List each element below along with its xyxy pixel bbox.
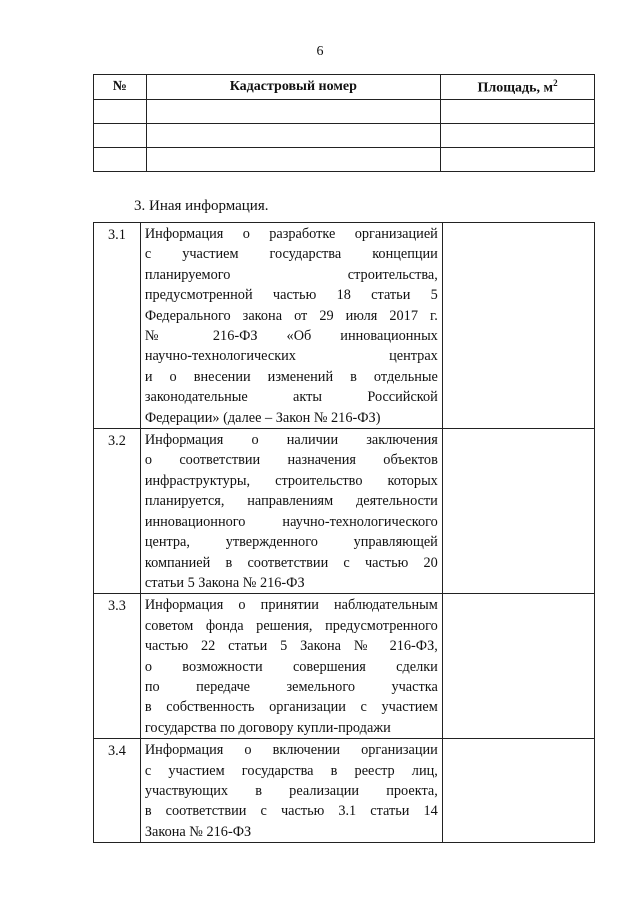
header-number: №: [94, 75, 147, 100]
text-line: участвующих в реализации проекта,: [144, 782, 438, 799]
item-text: [140, 223, 442, 429]
text-line: частью 22 статьи 5 Закона № 216-ФЗ,: [144, 638, 438, 655]
cadastre-table-header-row: [94, 75, 595, 100]
text-line: центра, утвержденного управляющей: [144, 534, 438, 551]
table-cell-cadastral: [146, 100, 441, 124]
item-text: [140, 429, 442, 594]
text-line: предусмотренной частью 18 статьи 5: [144, 287, 438, 304]
table-cell-area: [441, 124, 595, 148]
table-row: [94, 124, 595, 148]
item-text: [140, 594, 442, 739]
item-value-cell: [442, 594, 594, 739]
header-area: [441, 75, 595, 100]
header-cadastral-number: Кадастровый номер: [146, 75, 441, 100]
text-line: законодательные акты Российской: [144, 389, 438, 406]
table-cell-number: [94, 100, 147, 124]
text-line: Информация о разработке организацией: [144, 226, 438, 242]
info-row-3-3: [94, 594, 595, 739]
table-cell-area: [441, 100, 595, 124]
text-line: Информация о принятии наблюдательным: [144, 597, 438, 614]
header-area-superscript: 2: [553, 77, 558, 88]
table-cell-number: [94, 148, 147, 172]
text-line: в собственность организации с участием: [144, 699, 438, 716]
text-line: научно-технологических центрах: [144, 348, 438, 365]
text-line: Закона № 216-ФЗ: [144, 823, 252, 840]
table-cell-cadastral: [146, 148, 441, 172]
text-line: о возможности совершения сделки: [144, 658, 438, 675]
page-number: 6: [316, 44, 324, 59]
text-line: инновационного научно-технологического: [144, 513, 438, 530]
section-heading: 3. Иная информация.: [134, 198, 269, 214]
text-line: государства по договору купли-продажи: [144, 719, 391, 736]
text-line: планируется, направлениям деятельности: [144, 493, 438, 510]
table-cell-area: [441, 148, 595, 172]
text-line: с участием государства концепции: [144, 246, 438, 263]
cadastre-table: [93, 74, 595, 172]
table-cell-number: [94, 124, 147, 148]
item-number: 3.1: [94, 223, 141, 429]
item-number: 3.2: [94, 429, 141, 594]
item-value-cell: [442, 223, 594, 429]
item-value-cell: [442, 739, 594, 843]
item-number: 3.3: [94, 594, 141, 739]
text-line: и о внесении изменений в отдельные: [144, 368, 438, 385]
item-number: 3.4: [94, 739, 141, 843]
text-line: в соответствии с частью 3.1 статьи 14: [144, 803, 438, 820]
text-line: № 216-ФЗ «Об инновационных: [144, 328, 438, 345]
table-cell-cadastral: [146, 124, 441, 148]
text-line: о соответствии назначения объектов: [144, 452, 438, 469]
item-value-cell: [442, 429, 594, 594]
table-row: [94, 100, 595, 124]
other-info-table: [93, 222, 595, 843]
text-line: с участием государства в реестр лиц,: [144, 762, 438, 779]
info-row-3-4: [94, 739, 595, 843]
text-line: советом фонда решения, предусмотренного: [144, 617, 438, 634]
text-line: по передаче земельного участка: [144, 678, 438, 695]
header-area-label: Площадь, м: [477, 80, 554, 96]
text-line: Информация о наличии заключения: [144, 432, 438, 449]
text-line: статьи 5 Закона № 216-ФЗ: [144, 574, 305, 591]
table-row: [94, 148, 595, 172]
text-line: Федерации» (далее – Закон № 216-ФЗ): [144, 409, 381, 426]
item-text: [140, 739, 442, 843]
info-row-3-2: [94, 429, 595, 594]
text-line: инфраструктуры, строительство которых: [144, 472, 438, 489]
text-line: планируемого строительства,: [144, 266, 438, 283]
info-row-3-1: [94, 223, 595, 429]
text-line: Федерального закона от 29 июля 2017 г.: [144, 307, 438, 324]
text-line: Информация о включении организации: [144, 742, 438, 759]
text-line: компанией в соответствии с частью 20: [144, 554, 438, 571]
